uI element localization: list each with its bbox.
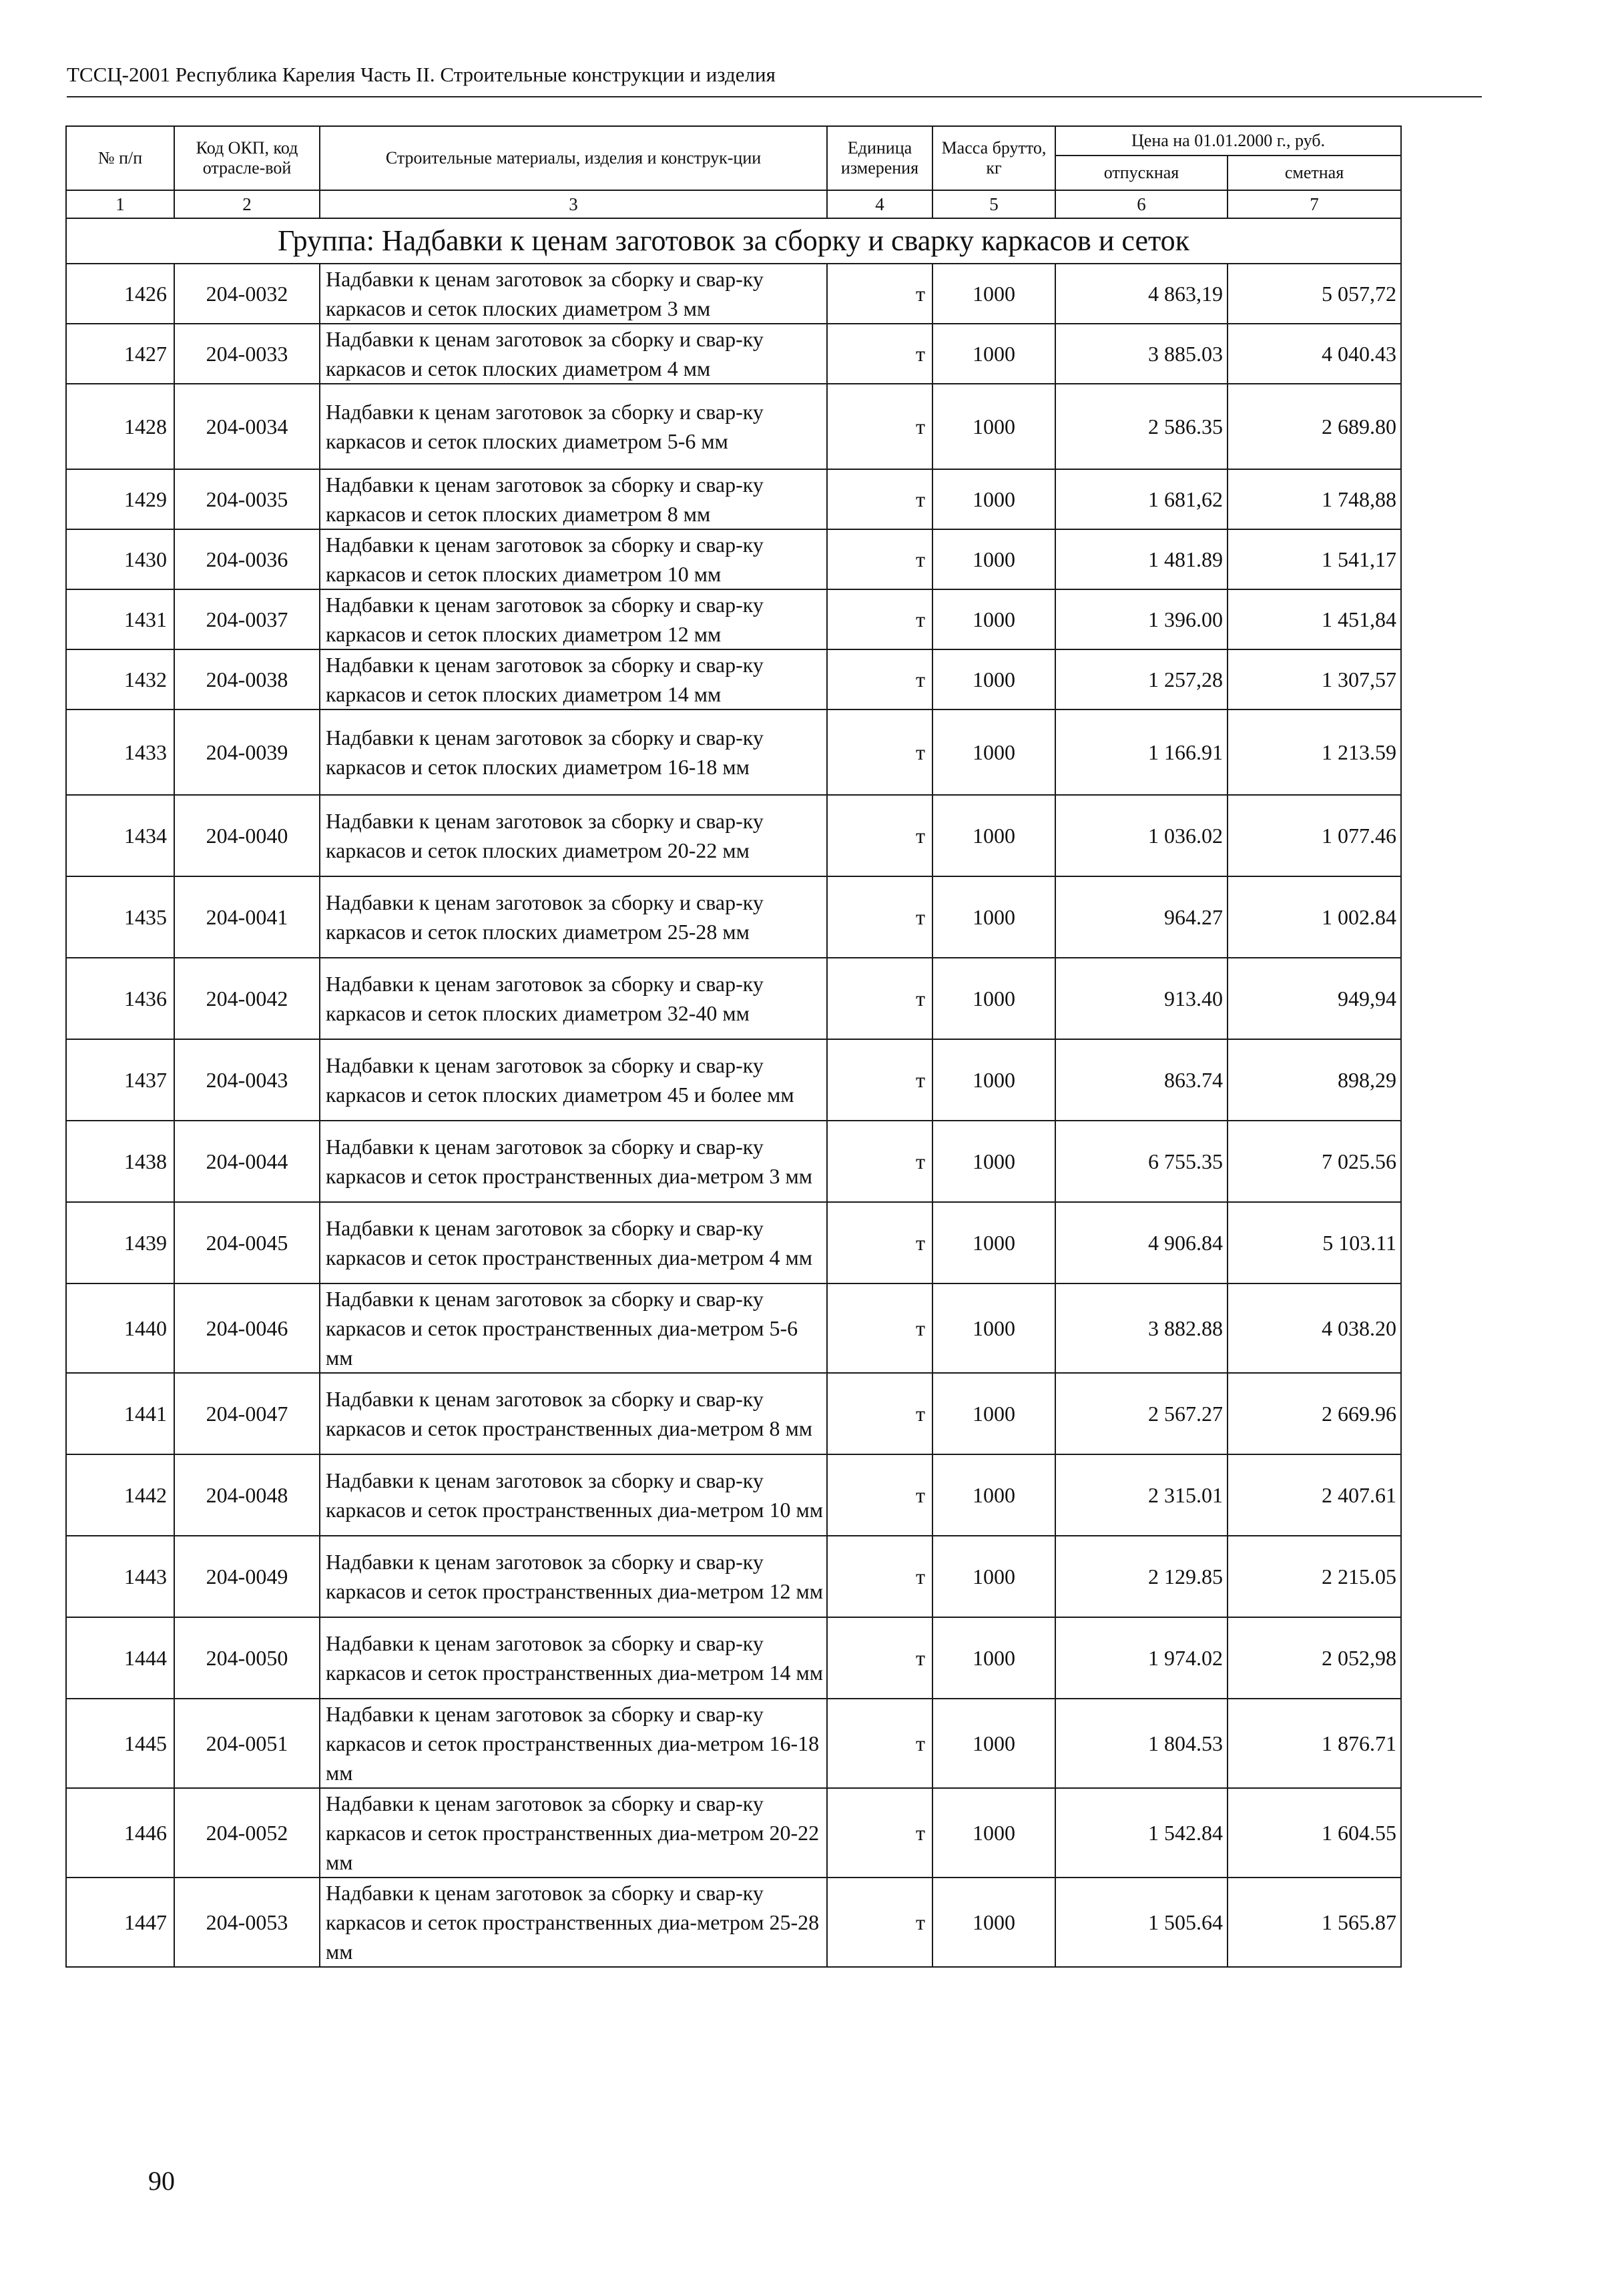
row-price-estimate: 1 077.46 — [1228, 795, 1401, 876]
row-mass: 1000 — [932, 589, 1055, 649]
row-code: 204-0050 — [174, 1617, 320, 1699]
row-code: 204-0053 — [174, 1878, 320, 1967]
row-price-estimate: 1 876.71 — [1228, 1699, 1401, 1788]
row-number: 1433 — [66, 709, 174, 795]
row-name: Надбавки к ценам заготовок за сборку и свар-ку каркасов и сеток пространственных диа-метром 20-22 мм — [320, 1788, 827, 1878]
row-price-estimate: 2 669.96 — [1228, 1373, 1401, 1454]
row-number: 1436 — [66, 958, 174, 1039]
col-header-unit: Единица измерения — [827, 126, 932, 190]
row-code: 204-0038 — [174, 649, 320, 709]
row-mass: 1000 — [932, 1788, 1055, 1878]
col-header-price-release: отпускная — [1055, 156, 1228, 190]
row-mass: 1000 — [932, 1373, 1055, 1454]
table-row — [66, 384, 1401, 469]
row-unit: т — [827, 709, 932, 795]
table-row — [66, 1121, 1401, 1202]
row-price-estimate: 4 038.20 — [1228, 1283, 1401, 1373]
row-price-estimate: 5 057,72 — [1228, 264, 1401, 324]
row-code: 204-0041 — [174, 876, 320, 958]
table-row — [66, 1788, 1401, 1878]
col-header-name: Строительные материалы, изделия и конструк-ции — [320, 126, 827, 190]
row-mass: 1000 — [932, 1121, 1055, 1202]
col-header-code: Код ОКП, код отрасле-вой — [174, 126, 320, 190]
row-name: Надбавки к ценам заготовок за сборку и свар-ку каркасов и сеток плоских диаметром 5-6 мм — [320, 384, 827, 469]
group-row — [66, 218, 1401, 264]
row-price-estimate: 2 689.80 — [1228, 384, 1401, 469]
row-price-release: 1 542.84 — [1055, 1788, 1228, 1878]
row-price-release: 3 885.03 — [1055, 324, 1228, 384]
row-price-estimate: 1 002.84 — [1228, 876, 1401, 958]
row-price-release: 6 755.35 — [1055, 1121, 1228, 1202]
row-price-estimate: 1 565.87 — [1228, 1878, 1401, 1967]
row-mass: 1000 — [932, 469, 1055, 529]
row-unit: т — [827, 649, 932, 709]
table-row — [66, 1202, 1401, 1283]
row-price-release: 4 906.84 — [1055, 1202, 1228, 1283]
row-mass: 1000 — [932, 384, 1055, 469]
row-number: 1439 — [66, 1202, 174, 1283]
column-number: 2 — [174, 190, 320, 218]
row-unit: т — [827, 1202, 932, 1283]
row-name: Надбавки к ценам заготовок за сборку и свар-ку каркасов и сеток пространственных диа-метром 8 мм — [320, 1373, 827, 1454]
row-mass: 1000 — [932, 1454, 1055, 1536]
page-number: 90 — [148, 2166, 175, 2196]
table-row — [66, 1454, 1401, 1536]
row-unit: т — [827, 469, 932, 529]
row-number: 1427 — [66, 324, 174, 384]
row-unit: т — [827, 589, 932, 649]
row-price-estimate: 1 604.55 — [1228, 1788, 1401, 1878]
row-price-estimate: 5 103.11 — [1228, 1202, 1401, 1283]
row-mass: 1000 — [932, 1536, 1055, 1617]
col-header-price-estimate: сметная — [1228, 156, 1401, 190]
column-number: 6 — [1055, 190, 1228, 218]
row-unit: т — [827, 1454, 932, 1536]
row-price-release: 1 681,62 — [1055, 469, 1228, 529]
row-name: Надбавки к ценам заготовок за сборку и свар-ку каркасов и сеток плоских диаметром 25-28 мм — [320, 876, 827, 958]
row-price-release: 964.27 — [1055, 876, 1228, 958]
row-price-release: 2 315.01 — [1055, 1454, 1228, 1536]
row-number: 1426 — [66, 264, 174, 324]
row-price-estimate: 1 541,17 — [1228, 529, 1401, 589]
row-number: 1434 — [66, 795, 174, 876]
row-number: 1445 — [66, 1699, 174, 1788]
row-price-release: 2 567.27 — [1055, 1373, 1228, 1454]
table-row — [66, 469, 1401, 529]
row-code: 204-0052 — [174, 1788, 320, 1878]
row-name: Надбавки к ценам заготовок за сборку и свар-ку каркасов и сеток плоских диаметром 8 мм — [320, 469, 827, 529]
price-table — [65, 125, 1402, 1968]
row-code: 204-0033 — [174, 324, 320, 384]
row-number: 1440 — [66, 1283, 174, 1373]
table-row — [66, 649, 1401, 709]
header-rule — [67, 96, 1482, 97]
table-row — [66, 529, 1401, 589]
row-code: 204-0042 — [174, 958, 320, 1039]
row-mass: 1000 — [932, 1699, 1055, 1788]
row-price-release: 1 481.89 — [1055, 529, 1228, 589]
row-name: Надбавки к ценам заготовок за сборку и свар-ку каркасов и сеток плоских диаметром 14 мм — [320, 649, 827, 709]
row-name: Надбавки к ценам заготовок за сборку и свар-ку каркасов и сеток пространственных диа-метром 16-18 мм — [320, 1699, 827, 1788]
row-name: Надбавки к ценам заготовок за сборку и свар-ку каркасов и сеток плоских диаметром 12 мм — [320, 589, 827, 649]
row-code: 204-0051 — [174, 1699, 320, 1788]
row-code: 204-0039 — [174, 709, 320, 795]
running-header: ТССЦ-2001 Республика Карелия Часть II. Строительные конструкции и изделия — [67, 63, 776, 86]
row-price-estimate: 1 451,84 — [1228, 589, 1401, 649]
row-unit: т — [827, 1699, 932, 1788]
row-unit: т — [827, 958, 932, 1039]
row-price-release: 1 166.91 — [1055, 709, 1228, 795]
row-number: 1438 — [66, 1121, 174, 1202]
row-mass: 1000 — [932, 1039, 1055, 1121]
row-price-estimate: 2 052,98 — [1228, 1617, 1401, 1699]
table-row — [66, 1039, 1401, 1121]
row-price-estimate: 898,29 — [1228, 1039, 1401, 1121]
row-price-release: 913.40 — [1055, 958, 1228, 1039]
table-row — [66, 876, 1401, 958]
row-unit: т — [827, 1878, 932, 1967]
col-header-num: № п/п — [66, 126, 174, 190]
row-code: 204-0035 — [174, 469, 320, 529]
row-mass: 1000 — [932, 1283, 1055, 1373]
row-code: 204-0040 — [174, 795, 320, 876]
row-unit: т — [827, 264, 932, 324]
row-number: 1429 — [66, 469, 174, 529]
row-code: 204-0034 — [174, 384, 320, 469]
row-price-release: 1 804.53 — [1055, 1699, 1228, 1788]
row-unit: т — [827, 1536, 932, 1617]
row-number: 1437 — [66, 1039, 174, 1121]
row-code: 204-0048 — [174, 1454, 320, 1536]
row-mass: 1000 — [932, 1878, 1055, 1967]
row-mass: 1000 — [932, 795, 1055, 876]
row-number: 1432 — [66, 649, 174, 709]
row-name: Надбавки к ценам заготовок за сборку и свар-ку каркасов и сеток пространственных диа-метром 25-28 мм — [320, 1878, 827, 1967]
row-number: 1447 — [66, 1878, 174, 1967]
column-number: 4 — [827, 190, 932, 218]
row-price-release: 1 396.00 — [1055, 589, 1228, 649]
row-number: 1446 — [66, 1788, 174, 1878]
row-name: Надбавки к ценам заготовок за сборку и свар-ку каркасов и сеток плоских диаметром 3 мм — [320, 264, 827, 324]
col-header-price-group: Цена на 01.01.2000 г., руб. — [1055, 126, 1401, 156]
table-row — [66, 709, 1401, 795]
row-name: Надбавки к ценам заготовок за сборку и свар-ку каркасов и сеток пространственных диа-метром 14 мм — [320, 1617, 827, 1699]
row-unit: т — [827, 1788, 932, 1878]
column-number: 7 — [1228, 190, 1401, 218]
row-mass: 1000 — [932, 649, 1055, 709]
row-price-estimate: 949,94 — [1228, 958, 1401, 1039]
row-mass: 1000 — [932, 876, 1055, 958]
row-code: 204-0037 — [174, 589, 320, 649]
row-price-estimate: 2 407.61 — [1228, 1454, 1401, 1536]
table-body — [66, 218, 1401, 1967]
row-code: 204-0049 — [174, 1536, 320, 1617]
row-price-estimate: 1 307,57 — [1228, 649, 1401, 709]
row-code: 204-0045 — [174, 1202, 320, 1283]
row-number: 1444 — [66, 1617, 174, 1699]
table-row — [66, 1536, 1401, 1617]
column-number-row — [66, 190, 1401, 218]
table-row — [66, 1617, 1401, 1699]
row-unit: т — [827, 529, 932, 589]
row-unit: т — [827, 1283, 932, 1373]
row-unit: т — [827, 384, 932, 469]
column-number: 3 — [320, 190, 827, 218]
row-name: Надбавки к ценам заготовок за сборку и свар-ку каркасов и сеток пространственных диа-метром 3 мм — [320, 1121, 827, 1202]
row-code: 204-0036 — [174, 529, 320, 589]
row-mass: 1000 — [932, 709, 1055, 795]
table-row — [66, 1699, 1401, 1788]
row-name: Надбавки к ценам заготовок за сборку и свар-ку каркасов и сеток плоских диаметром 4 мм — [320, 324, 827, 384]
table-row — [66, 958, 1401, 1039]
row-name: Надбавки к ценам заготовок за сборку и свар-ку каркасов и сеток пространственных диа-метром 5-6 мм — [320, 1283, 827, 1373]
row-mass: 1000 — [932, 1202, 1055, 1283]
row-name: Надбавки к ценам заготовок за сборку и свар-ку каркасов и сеток плоских диаметром 10 мм — [320, 529, 827, 589]
row-price-release: 2 586.35 — [1055, 384, 1228, 469]
column-number: 1 — [66, 190, 174, 218]
row-mass: 1000 — [932, 1617, 1055, 1699]
table-row — [66, 795, 1401, 876]
row-number: 1430 — [66, 529, 174, 589]
table-row — [66, 324, 1401, 384]
column-number: 5 — [932, 190, 1055, 218]
group-title: Группа: Надбавки к ценам заготовок за сборку и сварку каркасов и сеток — [66, 218, 1401, 264]
row-code: 204-0046 — [174, 1283, 320, 1373]
row-number: 1442 — [66, 1454, 174, 1536]
row-mass: 1000 — [932, 264, 1055, 324]
row-price-release: 1 257,28 — [1055, 649, 1228, 709]
row-number: 1431 — [66, 589, 174, 649]
col-header-mass: Масса брутто, кг — [932, 126, 1055, 190]
header-row-top — [66, 126, 1401, 156]
row-code: 204-0043 — [174, 1039, 320, 1121]
row-name: Надбавки к ценам заготовок за сборку и свар-ку каркасов и сеток пространственных диа-метром 10 мм — [320, 1454, 827, 1536]
table-row — [66, 1283, 1401, 1373]
row-unit: т — [827, 1373, 932, 1454]
table-row — [66, 264, 1401, 324]
row-unit: т — [827, 876, 932, 958]
row-number: 1428 — [66, 384, 174, 469]
row-name: Надбавки к ценам заготовок за сборку и свар-ку каркасов и сеток плоских диаметром 45 и более мм — [320, 1039, 827, 1121]
row-name: Надбавки к ценам заготовок за сборку и свар-ку каркасов и сеток пространственных диа-метром 12 мм — [320, 1536, 827, 1617]
row-number: 1441 — [66, 1373, 174, 1454]
row-price-release: 4 863,19 — [1055, 264, 1228, 324]
row-unit: т — [827, 324, 932, 384]
row-unit: т — [827, 1039, 932, 1121]
row-price-release: 1 505.64 — [1055, 1878, 1228, 1967]
row-number: 1435 — [66, 876, 174, 958]
row-name: Надбавки к ценам заготовок за сборку и свар-ку каркасов и сеток плоских диаметром 16-18 мм — [320, 709, 827, 795]
row-number: 1443 — [66, 1536, 174, 1617]
row-price-estimate: 4 040.43 — [1228, 324, 1401, 384]
row-price-estimate: 1 213.59 — [1228, 709, 1401, 795]
row-code: 204-0044 — [174, 1121, 320, 1202]
row-price-release: 863.74 — [1055, 1039, 1228, 1121]
row-price-estimate: 7 025.56 — [1228, 1121, 1401, 1202]
row-unit: т — [827, 795, 932, 876]
row-code: 204-0032 — [174, 264, 320, 324]
row-name: Надбавки к ценам заготовок за сборку и свар-ку каркасов и сеток пространственных диа-метром 4 мм — [320, 1202, 827, 1283]
row-mass: 1000 — [932, 529, 1055, 589]
table-row — [66, 1878, 1401, 1967]
table-row — [66, 1373, 1401, 1454]
table-row — [66, 589, 1401, 649]
row-mass: 1000 — [932, 324, 1055, 384]
row-price-release: 3 882.88 — [1055, 1283, 1228, 1373]
row-price-release: 2 129.85 — [1055, 1536, 1228, 1617]
row-unit: т — [827, 1121, 932, 1202]
row-mass: 1000 — [932, 958, 1055, 1039]
row-name: Надбавки к ценам заготовок за сборку и свар-ку каркасов и сеток плоских диаметром 20-22 мм — [320, 795, 827, 876]
row-unit: т — [827, 1617, 932, 1699]
row-price-release: 1 036.02 — [1055, 795, 1228, 876]
row-price-release: 1 974.02 — [1055, 1617, 1228, 1699]
row-price-estimate: 1 748,88 — [1228, 469, 1401, 529]
row-code: 204-0047 — [174, 1373, 320, 1454]
row-price-estimate: 2 215.05 — [1228, 1536, 1401, 1617]
row-name: Надбавки к ценам заготовок за сборку и свар-ку каркасов и сеток плоских диаметром 32-40 мм — [320, 958, 827, 1039]
